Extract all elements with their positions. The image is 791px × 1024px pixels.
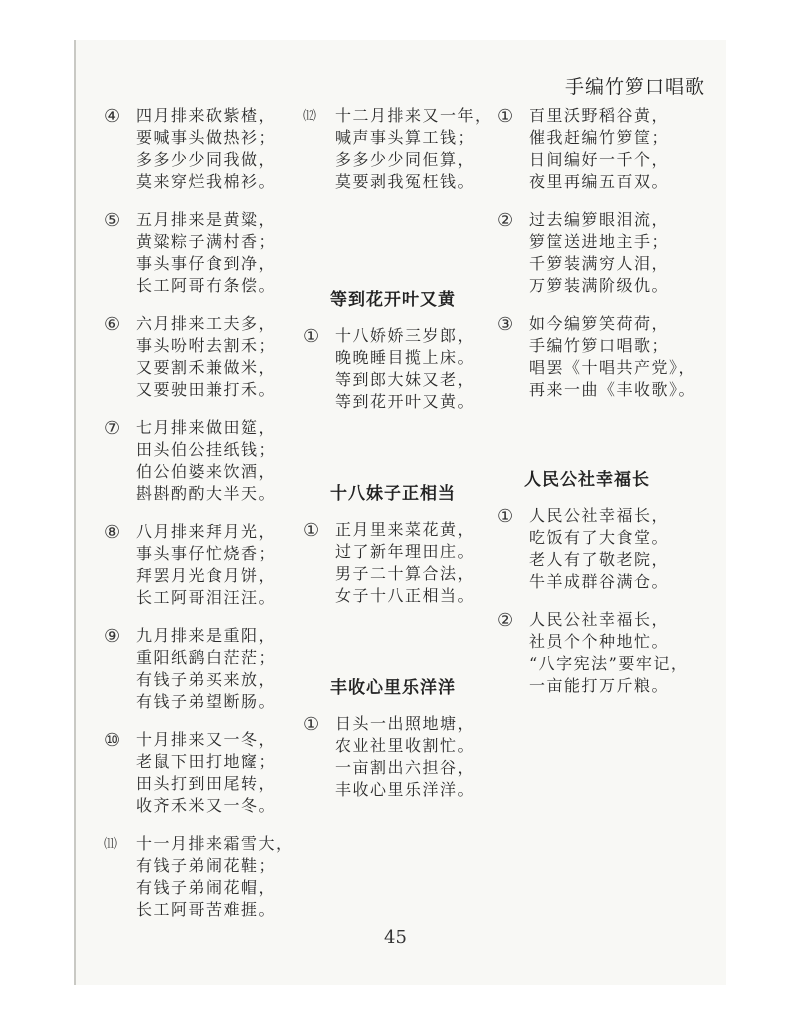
verse-line: 吃饭有了大食堂。 [529,528,670,547]
verse-line: 有钱子弟买来放， [136,670,277,689]
verse-line: 农业社里收割忙。 [335,736,476,755]
stanza-lines [136,313,276,401]
stanza-number: ⑦ [104,418,121,439]
stanza-lines [136,521,276,609]
section-title: 人民公社幸福长 [524,470,650,490]
stanza-lines [529,609,688,697]
stanza-lines [136,209,276,297]
verse-line: 九月排来是重阳， [136,626,277,645]
stanza-number: ① [303,520,320,541]
verse-line: 伯公伯婆来饮酒， [136,462,277,481]
verse-line: “八字宪法”要牢记， [529,654,689,673]
verse-line: 有钱子弟闹花鞋； [136,856,277,875]
section-title: 等到花开叶又黄 [330,290,456,310]
verse-line: 女子十八正相当。 [335,586,476,605]
verse-line: 六月排来工夫多， [136,314,277,333]
stanza [104,833,304,921]
stanza-number: ⑩ [104,730,121,751]
stanza-number: ⑿ [303,109,317,124]
verse-line: 千箩装满穷人泪， [529,254,670,273]
stanza-number: ⑤ [104,210,121,231]
verse-line: 再来一曲《丰收歌》。 [529,380,697,399]
verse-line: 长工阿哥泪汪汪。 [136,588,277,607]
verse-line: 多多少少同佢算， [335,150,476,169]
verse-line: 过去编箩眼泪流， [529,210,670,229]
verse-line: 男子二十算合法， [335,564,476,583]
stanza-number: ⑥ [104,314,121,335]
verse-line: 斟斟酌酌大半天。 [136,484,277,503]
stanza-lines [529,505,669,593]
verse-line: 人民公社幸福长， [529,506,670,525]
page-number: 45 [384,927,407,948]
stanza-number: ① [497,106,514,127]
verse-line: 百里沃野稻谷黄， [529,106,670,125]
stanza-lines [335,325,475,413]
stanza-number: ④ [104,106,121,127]
verse-line: 万箩装满阶级仇。 [529,276,670,295]
verse-line: 正月里来菜花黄， [335,520,476,539]
stanza [497,313,697,401]
stanza-number: ② [497,210,514,231]
verse-line: 黄粱粽子满村香； [136,232,277,251]
verse-line: 拜罢月光食月饼， [136,566,277,585]
verse-line: 手编竹箩口唱歌； [529,336,670,355]
stanza-lines [529,105,669,193]
stanza [104,209,304,297]
stanza [303,519,503,607]
verse-line: 十一月排来霜雪大， [136,834,294,853]
section-title: 丰收心里乐洋洋 [330,678,456,698]
stanza-lines [136,729,276,817]
verse-line: 丰收心里乐洋洋。 [335,780,476,799]
verse-line: 又要驶田兼打禾。 [136,380,277,399]
verse-line: 收齐禾米又一冬。 [136,796,277,815]
verse-line: 日间编好一千个， [529,150,670,169]
verse-line: 唱罢《十唱共产党》， [529,358,697,377]
verse-line: 过了新年理田庄。 [335,542,476,561]
verse-line: 等到郎大妹又老， [335,370,476,389]
verse-line: 莫来穿烂我棉衫。 [136,172,277,191]
right-column [497,105,697,713]
verse-line: 事头事仔食到净， [136,254,277,273]
verse-line: 夜里再编五百双。 [529,172,670,191]
verse-line: 社员个个种地忙。 [529,632,670,651]
stanza-lines [529,313,696,401]
stanza-lines [136,417,276,505]
verse-line: 有钱子弟闹花帽， [136,878,277,897]
stanza-lines [529,209,669,297]
stanza [104,521,304,609]
verse-line: 七月排来做田筵， [136,418,277,437]
stanza-lines [136,833,294,921]
stanza-lines [335,105,493,193]
verse-line: 催我赶编竹箩筐； [529,128,670,147]
verse-line: 有钱子弟望断肠。 [136,692,277,711]
verse-line: 如今编箩笑荷荷， [529,314,670,333]
verse-line: 八月排来拜月光， [136,522,277,541]
stanza-number: ⑨ [104,626,121,647]
stanza [497,209,697,297]
section-title: 十八妹子正相当 [330,484,456,504]
stanza-number: ① [303,714,320,735]
verse-line: 日头一出照地塘， [335,714,476,733]
stanza [303,713,503,801]
stanza-number: ① [497,506,514,527]
right-heading: 手编竹箩口唱歌 [564,76,705,98]
stanza-lines [136,625,276,713]
verse-line: 十八娇娇三岁郎， [335,326,476,345]
verse-line: 人民公社幸福长， [529,610,670,629]
verse-line: 十二月排来又一年， [335,106,493,125]
verse-line: 箩筐送进地主手； [529,232,670,251]
verse-line: 等到花开叶又黄。 [335,392,476,411]
verse-line: 事头事仔忙烧香； [136,544,277,563]
verse-line: 长工阿哥冇条偿。 [136,276,277,295]
verse-line: 莫要剥我冤枉钱。 [335,172,476,191]
verse-line: 长工阿哥苦难捱。 [136,900,277,919]
stanza-number: ① [303,326,320,347]
stanza-number: ⑾ [104,837,118,852]
verse-line: 重阳纸鹞白茫茫； [136,648,277,667]
verse-line: 一亩割出六担谷， [335,758,476,777]
stanza [497,505,697,593]
verse-line: 牛羊成群谷满仓。 [529,572,670,591]
verse-line: 喊声事头算工钱； [335,128,476,147]
stanza [497,105,697,193]
verse-line: 晚晚睡目揽上床。 [335,348,476,367]
verse-line: 要喊事头做热衫； [136,128,277,147]
verse-line: 老人有了敬老院， [529,550,670,569]
stanza [497,609,697,697]
verse-line: 四月排来砍紫楂， [136,106,277,125]
verse-line: 田头打到田尾转， [136,774,277,793]
stanza [104,105,304,193]
verse-line: 又要割禾兼做米， [136,358,277,377]
verse-line: 一亩能打万斤粮。 [529,676,670,695]
stanza-number: ⑧ [104,522,121,543]
verse-line: 老鼠下田打地窿； [136,752,277,771]
stanza-lines [136,105,276,193]
stanza [303,325,503,413]
stanza-number: ② [497,610,514,631]
stanza [104,417,304,505]
verse-line: 事头吩咐去割禾； [136,336,277,355]
verse-line: 十月排来又一冬， [136,730,277,749]
stanza [104,313,304,401]
stanza [303,105,503,193]
stanza-lines [335,713,475,801]
verse-line: 五月排来是黄粱， [136,210,277,229]
stanza [104,729,304,817]
stanza [104,625,304,713]
middle-column [303,105,503,817]
stanza-lines [335,519,475,607]
verse-line: 田头伯公挂纸钱； [136,440,277,459]
verse-line: 多多少少同我做， [136,150,277,169]
left-column [104,105,304,937]
stanza-number: ③ [497,314,514,335]
